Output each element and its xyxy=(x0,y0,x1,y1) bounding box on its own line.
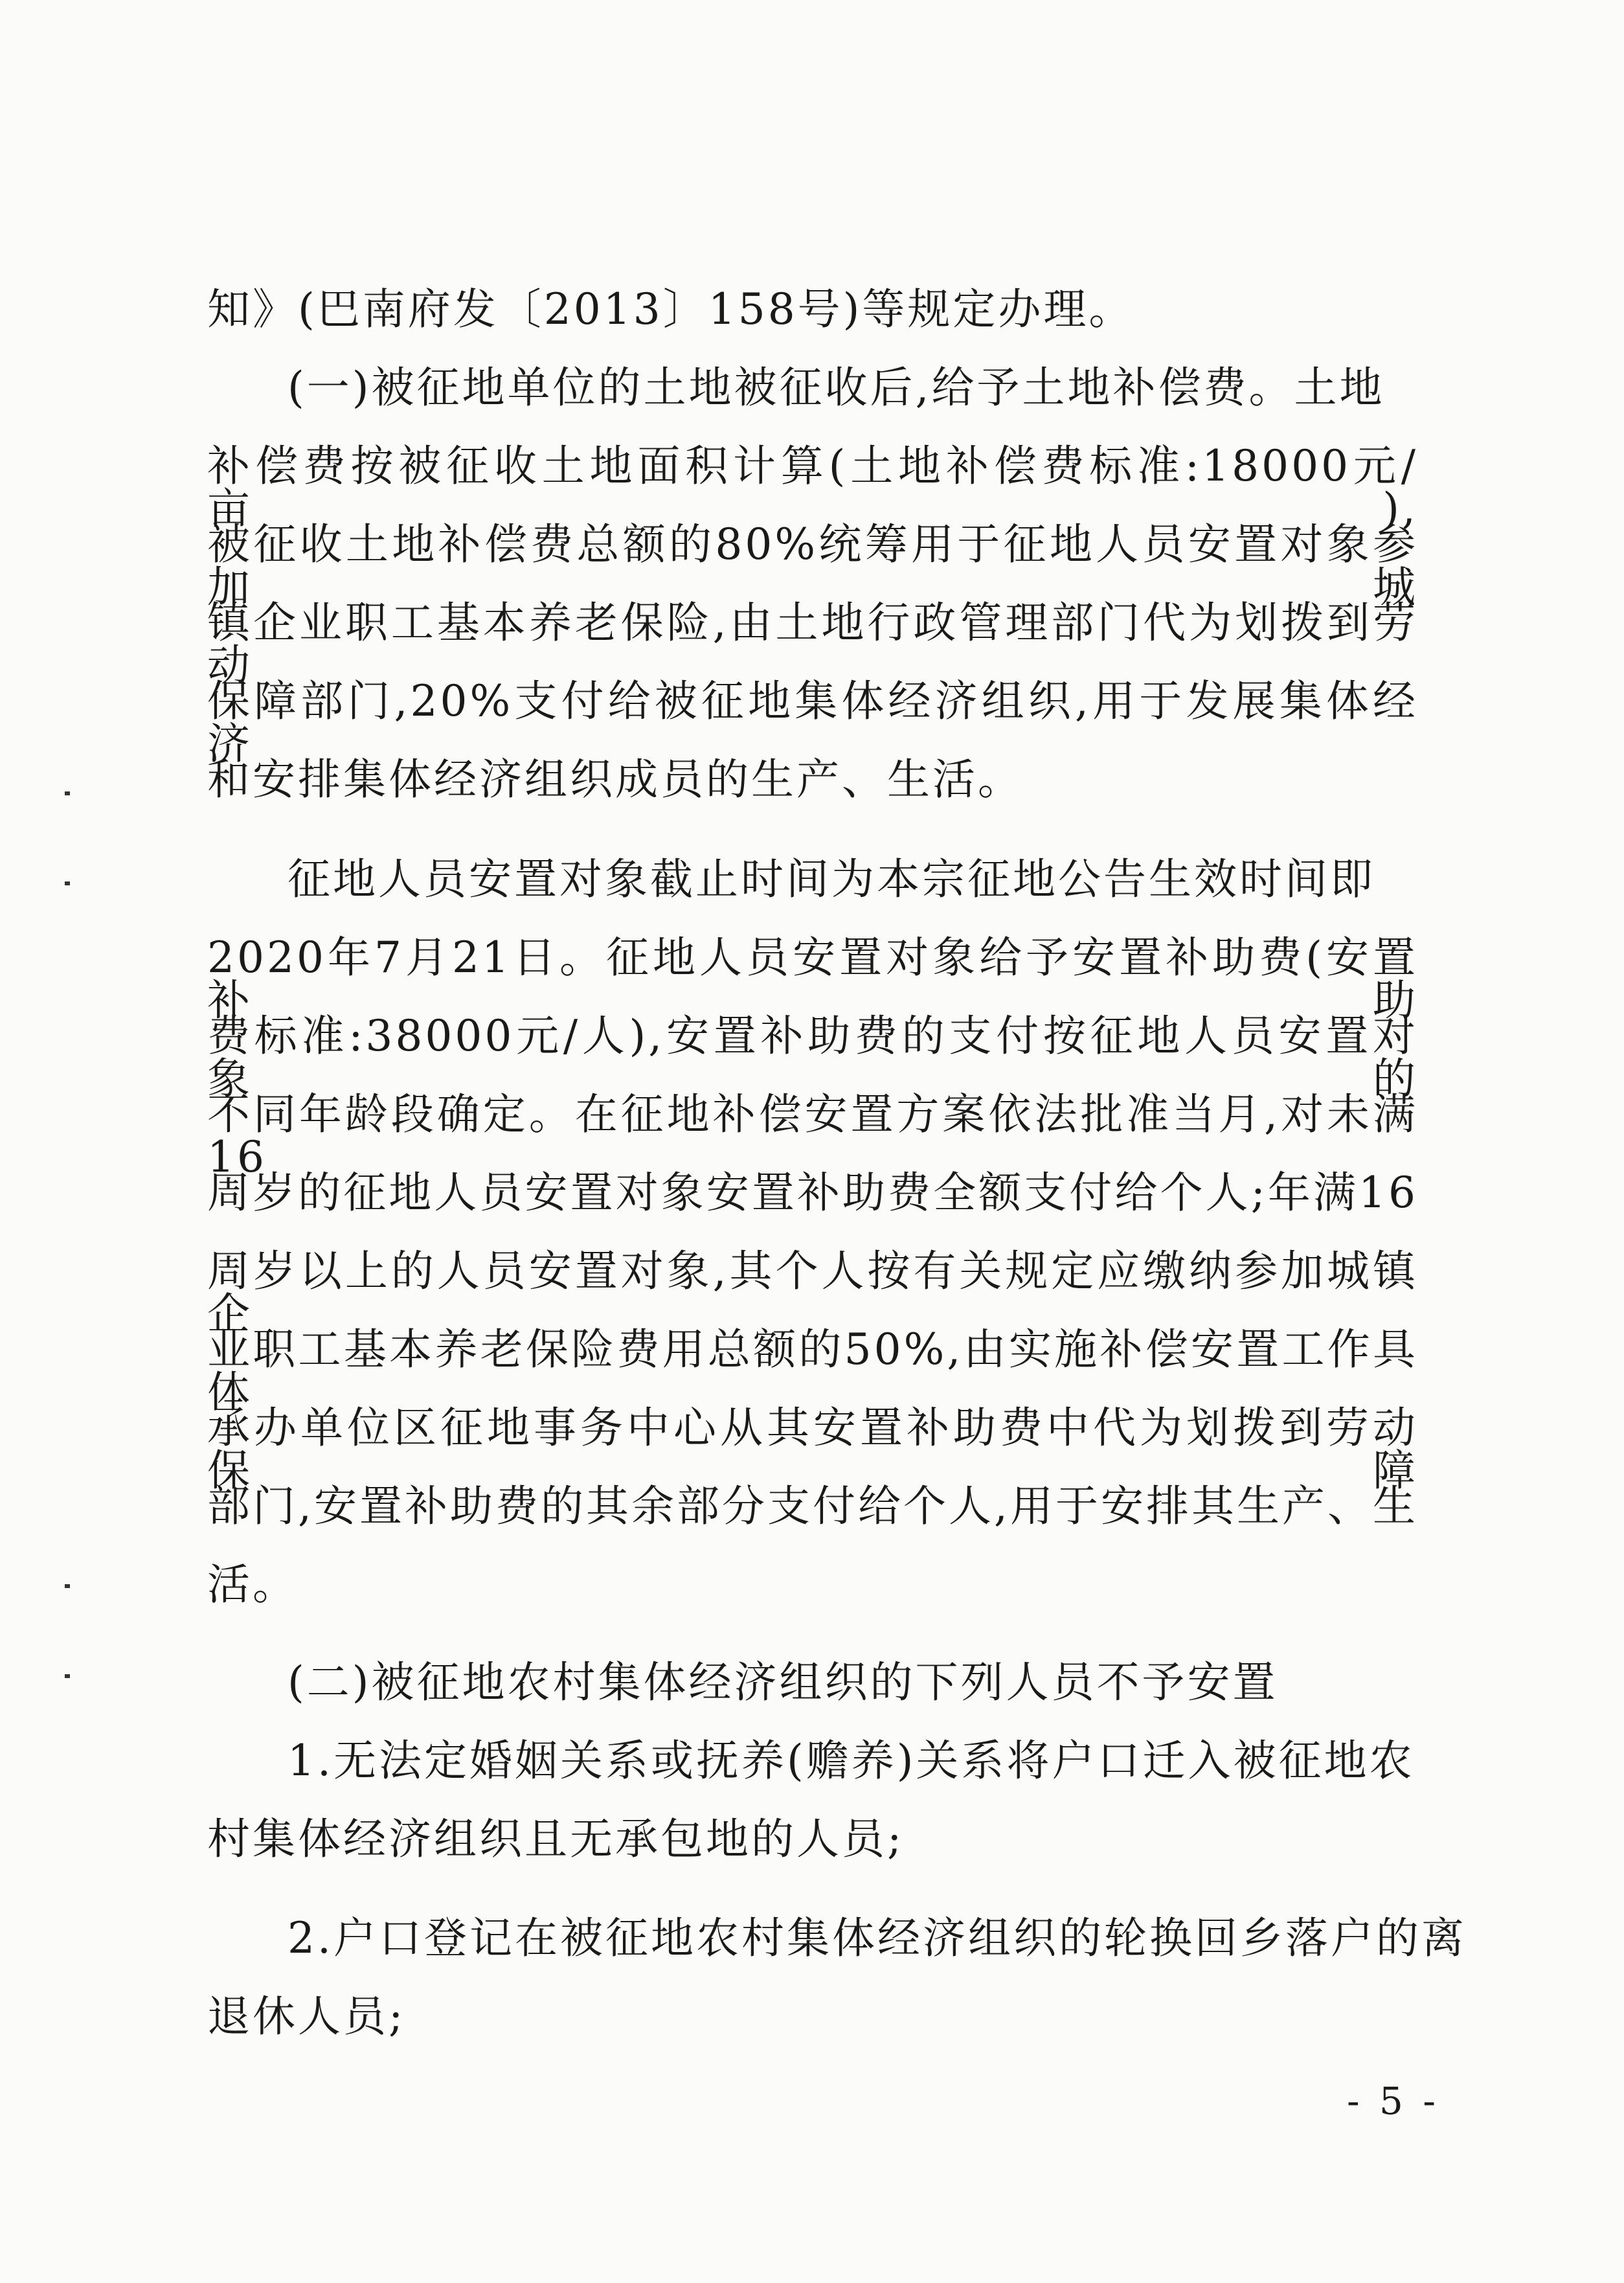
text-line: 退休人员; xyxy=(207,1992,406,2041)
scan-mark xyxy=(65,1674,70,1678)
text-line: 业职工基本养老保险费用总额的50%,由实施补偿安置工作具体 xyxy=(207,1324,1418,1417)
text-line: 被征收土地补偿费总额的80%统筹用于征地人员安置对象参加城 xyxy=(207,519,1418,612)
text-line: 保障部门,20%支付给被征地集体经济组织,用于发展集体经济 xyxy=(207,676,1418,769)
text-line: 知》(巴南府发〔2013〕158号)等规定办理。 xyxy=(207,284,1134,334)
text-line: 周岁以上的人员安置对象,其个人按有关规定应缴纳参加城镇企 xyxy=(207,1246,1418,1339)
text-line: 1.无法定婚姻关系或抚养(赡养)关系将户口迁入被征地农 xyxy=(288,1736,1415,1786)
text-line: 村集体经济组织且无承包地的人员; xyxy=(207,1814,905,1864)
page-number: - 5 - xyxy=(1347,2079,1439,2123)
text-line: 活。 xyxy=(207,1560,298,1609)
text-line: 补偿费按被征收土地面积计算(土地补偿费标准:18000元/亩), xyxy=(207,441,1418,534)
scan-mark xyxy=(65,791,70,795)
text-line: 征地人员安置对象截止时间为本宗征地公告生效时间即 xyxy=(288,854,1375,904)
text-line: 镇企业职工基本养老保险,由土地行政管理部门代为划拨到劳动 xyxy=(207,598,1418,690)
text-line: (二)被征地农村集体经济组织的下列人员不予安置 xyxy=(288,1657,1278,1707)
text-line: 部门,安置补助费的其余部分支付给个人,用于安排其生产、生 xyxy=(207,1481,1418,1531)
text-line: 费标准:38000元/人),安置补助费的支付按征地人员安置对象的 xyxy=(207,1011,1418,1104)
scan-mark xyxy=(65,881,70,885)
scan-mark xyxy=(65,1584,70,1588)
text-line: 2020年7月21日。征地人员安置对象给予安置补助费(安置补助 xyxy=(207,933,1418,1025)
text-line: 2.户口登记在被征地农村集体经济组织的轮换回乡落户的离 xyxy=(288,1913,1467,1963)
text-line: (一)被征地单位的土地被征收后,给予土地补偿费。土地 xyxy=(288,363,1385,413)
text-line: 和安排集体经济组织成员的生产、生活。 xyxy=(207,755,1023,804)
text-line: 不同年龄段确定。在征地补偿安置方案依法批准当月,对未满16 xyxy=(207,1089,1418,1182)
text-line: 承办单位区征地事务中心从其安置补助费中代为划拨到劳动保障 xyxy=(207,1403,1418,1495)
text-line: 周岁的征地人员安置对象安置补助费全额支付给个人;年满16 xyxy=(207,1168,1418,1218)
